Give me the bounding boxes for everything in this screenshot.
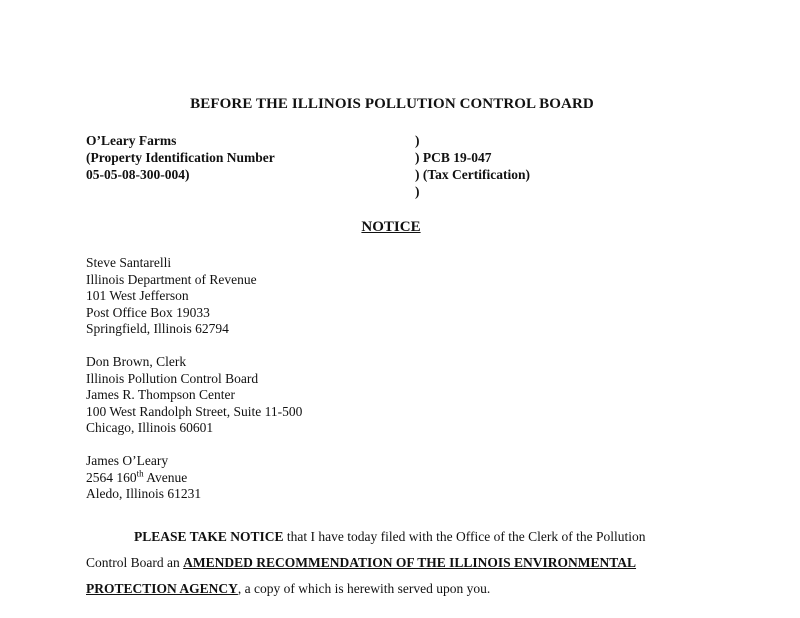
address-line: Steve Santarelli xyxy=(86,255,172,270)
page-title: BEFORE THE ILLINOIS POLLUTION CONTROL BOARD xyxy=(190,96,594,112)
address-line: Springfield, Illinois 62794 xyxy=(86,321,229,337)
address-block xyxy=(86,255,257,338)
caption-bracket: ) xyxy=(415,184,420,199)
address-line: Don Brown, Clerk xyxy=(86,354,187,369)
caption-bracket: ) xyxy=(415,133,420,148)
case-caption-left xyxy=(86,132,275,183)
notice-paragraph-line xyxy=(134,524,645,550)
address-line: 100 West Randolph Street, Suite 11-500 xyxy=(86,403,303,419)
address-line: Aledo, Illinois 61231 xyxy=(86,486,202,502)
notice-paragraph-line xyxy=(86,550,636,576)
caption-party-name: O’Leary Farms xyxy=(86,133,177,148)
address-line xyxy=(86,470,201,487)
notice-lead: PLEASE TAKE NOTICE xyxy=(134,529,284,544)
notice-text: , a copy of which is herewith served upon you. xyxy=(237,581,491,596)
case-number: ) PCB 19-047 xyxy=(415,150,492,165)
address-line: 101 West Jefferson xyxy=(86,288,189,304)
address-line: Illinois Pollution Control Board xyxy=(86,370,259,386)
notice-text: that I have today filed with the Office of the Clerk of the Pollution xyxy=(283,529,646,544)
address-line: James R. Thompson Center xyxy=(86,387,235,403)
case-type: ) (Tax Certification) xyxy=(415,167,530,182)
address-line: Post Office Box 19033 xyxy=(86,304,210,320)
street-number: 2564 160 xyxy=(86,469,137,485)
address-line: Chicago, Illinois 60601 xyxy=(86,420,214,436)
address-line: James O’Leary xyxy=(86,453,169,468)
street-name: Avenue xyxy=(143,469,188,485)
case-caption-right xyxy=(415,132,530,200)
filed-document-title: AMENDED RECOMMENDATION OF THE ILLINOIS ENVIRONMENTAL xyxy=(183,555,637,570)
notice-text: Control Board an xyxy=(86,555,184,570)
ordinal-suffix: th xyxy=(136,468,144,479)
filed-document-title: PROTECTION AGENCY xyxy=(86,581,238,596)
caption-property-number: 05-05-08-300-004) xyxy=(86,167,190,182)
address-line: Illinois Department of Revenue xyxy=(86,271,257,287)
caption-property-label: (Property Identification Number xyxy=(86,150,275,165)
address-block xyxy=(86,354,302,437)
notice-paragraph-line xyxy=(86,576,490,602)
address-block xyxy=(86,453,201,503)
notice-heading: NOTICE xyxy=(361,219,421,235)
